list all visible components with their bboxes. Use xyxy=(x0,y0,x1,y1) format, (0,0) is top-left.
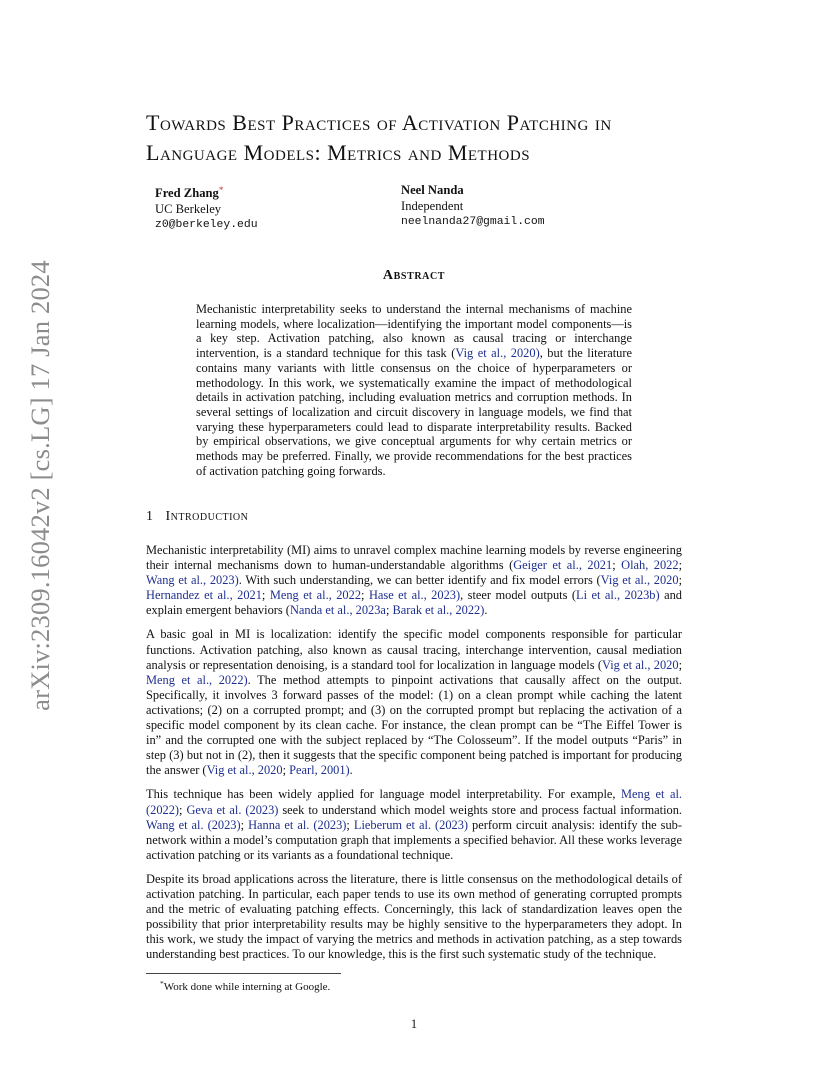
citation-link[interactable]: Barak et al., 2022) xyxy=(392,603,485,618)
abstract-heading: Abstract xyxy=(382,268,446,283)
citation-link[interactable]: Geva et al. (2023) xyxy=(186,802,279,817)
citation-link[interactable]: Hernandez et al., 2021 xyxy=(146,588,262,603)
citation-link[interactable]: Vig et al., 2020 xyxy=(601,657,679,672)
arxiv-identifier-text: arXiv:2309.16042v2 [cs.LG] 17 Jan 2024 xyxy=(24,260,55,711)
citation-link[interactable]: Meng et al., 2022 xyxy=(269,588,362,603)
abstract-text: Mechanistic interpretability seeks to understand the internal mechanisms of machine learning models, where localization—identifying the important model components—is a key step. Activation patching, also known as causal tracing or interchange intervention, is a standard technique for this task (Vig et al., 2020), but the literature contains many variants with little consensus on the choice of hyperparameters or methodology. In this work, we systematically examine the impact of methodological details in activation patching, including evaluation metrics and corruption methods. In several settings of localization and circuit discovery in language models, we find that varying these hyperparameters could lead to disparate interpretability results. Backed by empirical observations, we give conceptual arguments for why certain metrics or methods may be preferred. Finally, we provide recommendations for the best practices of activation patching going forwards. xyxy=(196,302,633,478)
author-affiliation: UC Berkeley xyxy=(155,202,222,216)
footnote xyxy=(160,977,330,994)
paper-title: Towards Best Practices of Activation Patching in Language Models: Metrics and Methods xyxy=(146,110,612,165)
section-number: 1 xyxy=(146,509,154,524)
author-name: Fred Zhang xyxy=(155,186,219,200)
author-block-2 xyxy=(401,182,545,230)
citation-link[interactable]: Vig et al., 2020) xyxy=(455,346,540,361)
citation-link[interactable]: Pearl, 2001) xyxy=(289,763,350,778)
citation-link[interactable]: Nanda et al., 2023a xyxy=(289,603,386,618)
citation-link[interactable]: Vig et al., 2020 xyxy=(206,763,283,778)
citation-link[interactable]: Hanna et al. (2023) xyxy=(248,817,347,832)
body-paragraph: A basic goal in MI is localization: identify the specific model components responsible for particular functions. Activation patching, also known as causal tracing, interchange intervention, causal mediation analysis or representation denoising, is a standard tool for localization in language models (Vig et al., 2020; Meng et al., 2022). The method attempts to pinpoint activations that causally affect on the output. Specifically, it involves 3 forward passes of the model: (1) on a clean prompt while caching the latent activations; (2) on a corrupted prompt; and (3) on the corrupted prompt but replacing the activation of a specific model component by its clean cache. For instance, the clean prompt can be “The Eiffel Tower is in” and the corrupted one with the subject replaced by “The Colosseum”. If the model outputs “Paris” in step (3) but not in (2), then it suggests that the specific component being patched is important for producing the answer (Vig et al., 2020; Pearl, 2001). xyxy=(146,627,683,778)
body-paragraph: Mechanistic interpretability (MI) aims to unravel complex machine learning models by reverse engineering their internal mechanisms down to human-understandable algorithms (Geiger et al., 2021; Olah, 2022; Wang et al., 2023). With such understanding, we can better identify and fix model errors (Vig et al., 2020; Hernandez et al., 2021; Meng et al., 2022; Hase et al., 2023), steer model outputs (Li et al., 2023b) and explain emergent behaviors (Nanda et al., 2023a; Barak et al., 2022). xyxy=(146,543,683,618)
section-heading xyxy=(146,509,248,525)
citation-link[interactable]: Meng et al. (2022) xyxy=(146,787,682,817)
citation-link[interactable]: Geiger et al., 2021 xyxy=(513,558,613,573)
citation-link[interactable]: Hase et al., 2023) xyxy=(368,588,461,603)
body-text xyxy=(146,543,682,971)
citation-link[interactable]: Li et al., 2023b) xyxy=(576,588,660,603)
citation-link[interactable]: Meng et al., 2022) xyxy=(146,672,248,687)
footnote-mark: * xyxy=(160,979,164,988)
author-affiliation: Independent xyxy=(401,199,464,213)
citation-link[interactable]: Wang et al., 2023) xyxy=(146,573,239,588)
section-title: Introduction xyxy=(165,509,249,524)
author-name: Neel Nanda xyxy=(401,183,464,197)
citation-link[interactable]: Wang et al. (2023) xyxy=(146,817,241,832)
body-paragraph: Despite its broad applications across the literature, there is little consensus on the methodological details of activation patching. In particular, each paper tends to use its own method of generating corrupted prompts and the metric of evaluating patching effects. Concerningly, this lack of standardization leaves open the possibility that prior interpretability results may be highly sensitive to the hyperparameters they adopt. In this work, we study the impact of varying the metrics and methods in activation patching, as a step towards understanding best practices. To our knowledge, this is the first such systematic study of the technique. xyxy=(146,871,682,962)
page-number: 1 xyxy=(410,1017,418,1031)
author-block-1 xyxy=(155,182,258,233)
footnote-divider xyxy=(146,973,341,974)
arxiv-identifier-stamp xyxy=(14,260,66,711)
citation-link[interactable]: Vig et al., 2020 xyxy=(600,573,679,588)
author-footnote-mark[interactable]: * xyxy=(218,185,224,195)
body-paragraph: This technique has been widely applied for language model interpretability. For example, Meng et al. (2022); Geva et al. (2023) seek to understand which model weights store and process factual information. Wang et al. (2023); Hanna et al. (2023); Lieberum et al. (2023) perform circuit analysis: identify the sub-network within a model’s computation graph that implements a specified behavior. All these works leverage activation patching or its variants as a foundational technique. xyxy=(146,787,682,862)
author-email: neelnanda27@gmail.com xyxy=(401,216,545,228)
citation-link[interactable]: Lieberum et al. (2023) xyxy=(353,817,469,832)
footnote-text: Work done while interning at Google. xyxy=(163,981,331,993)
citation-link[interactable]: Olah, 2022 xyxy=(621,558,679,573)
author-email: z0@berkeley.edu xyxy=(155,219,258,231)
